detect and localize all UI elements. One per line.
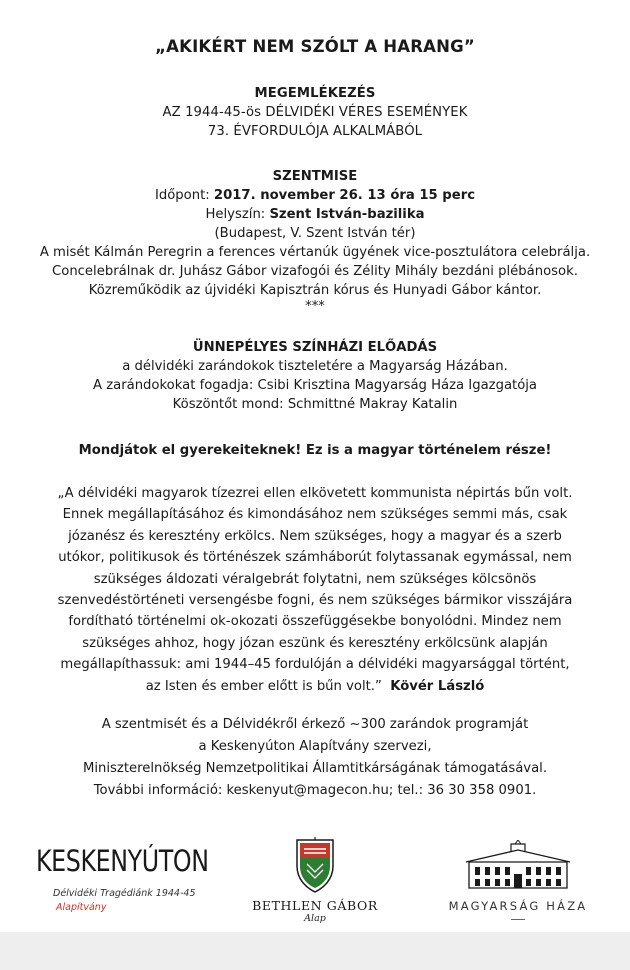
quote-line: szükséges ahhoz, hogy józan eszünk és keresztény erkölcsünk alapján bbox=[82, 635, 548, 651]
slogan: Mondjátok el gyerekeiteknek! Ez is a magyar történelem része! bbox=[78, 443, 552, 458]
quote-line: utókor, politikusok és történészek számháborút folytassanak egymással, nem bbox=[58, 550, 572, 566]
quote-line: szenvedéstörténeti versengésbe fogni, és nem szükséges bármikor visszájára bbox=[57, 593, 573, 609]
section-separator: *** bbox=[305, 299, 325, 314]
mass-place-label: Helyszín: bbox=[205, 207, 270, 222]
slogan-section bbox=[0, 441, 630, 460]
quote-line: fordítható történelmi ok-okozati összefüggésekbe bonyolódni. Mindez nem bbox=[68, 614, 562, 630]
quote-author: Kövér László bbox=[390, 678, 485, 694]
shield-icon bbox=[293, 836, 337, 894]
mass-concelebrants: Concelebrálnak dr. Juhász Gábor vizafogói és Zélity Mihály bezdáni plébánosok. bbox=[52, 264, 578, 279]
commemoration-line-2: 73. ÉVFORDULÓJA ALKALMÁBÓL bbox=[207, 124, 423, 139]
sponsor-footer bbox=[0, 820, 630, 970]
quote-line: józanész és keresztény erkölcs. Nem szükséges, hogy a magyar és a szerb bbox=[68, 528, 562, 544]
mass-address: (Budapest, V. Szent István tér) bbox=[214, 226, 416, 241]
document-title: „AKIKÉRT NEM SZÓLT A HARANG” bbox=[155, 37, 475, 56]
commemoration-heading: MEGEMLÉKEZÉS bbox=[254, 86, 376, 101]
magyarsag-haza-logo bbox=[428, 840, 608, 940]
commemoration-line-1: AZ 1944-45-ös DÉLVIDÉKI VÉRES ESEMÉNYEK bbox=[162, 105, 468, 120]
organizers-line-3: Miniszterelnökség Nemzetpolitikai Államtitkárságának támogatásával. bbox=[82, 761, 548, 776]
organizers-line-1: A szentmisét és a Délvidékről érkező ~300 zarándok programját bbox=[101, 717, 529, 732]
quote-line: megállapíthassuk: ami 1944–45 fordulóján a délvidéki magyarsággal történt, bbox=[60, 657, 570, 673]
mass-place-value: Szent István-bazilika bbox=[269, 207, 425, 222]
quote-last-line bbox=[0, 676, 630, 697]
bethlen-gabor-name: BETHLEN GÁBOR bbox=[252, 898, 378, 913]
building-icon bbox=[463, 840, 573, 892]
keskenyuton-subtitle: Délvidéki Tragédiánk 1944-45 bbox=[53, 888, 196, 899]
mass-celebrant: A misét Kálmán Peregrin a ferences vértanúk ügyének vice-posztulátora celebrálja. bbox=[39, 245, 591, 260]
commemoration-section bbox=[0, 84, 630, 141]
mass-time-label: Időpont: bbox=[154, 188, 214, 203]
mass-place bbox=[0, 205, 630, 224]
theatre-heading: ÜNNEPÉLYES SZÍNHÁZI ELŐADÁS bbox=[192, 340, 438, 355]
mass-heading: SZENTMISE bbox=[272, 169, 358, 184]
mass-time bbox=[0, 186, 630, 205]
theatre-section bbox=[0, 338, 630, 414]
theatre-line-3: Köszöntőt mond: Schmittné Makray Katalin bbox=[172, 397, 458, 412]
mass-choir: Közreműködik az újvidéki Kapisztrán kórus és Hunyadi Gábor kántor. bbox=[88, 283, 542, 298]
theatre-line-2: A zarándokokat fogadja: Csibi Krisztina Magyarság Háza Igazgatója bbox=[92, 378, 538, 393]
magyarsag-haza-name: MAGYARSÁG HÁZA bbox=[448, 899, 588, 913]
organizers-section bbox=[0, 714, 630, 802]
keskenyuton-logo bbox=[36, 844, 209, 934]
quote-line: Ennek megállapításához és kimondásához nem szükséges semmi más, csak bbox=[62, 507, 568, 523]
theatre-line-1: a délvidéki zarándokok tiszteletére a Magyarság Házában. bbox=[122, 359, 508, 374]
organizers-line-2: a Keskenyúton Alapítvány szervezi, bbox=[198, 739, 432, 754]
keskenyuton-alapitvany: Alapítvány bbox=[56, 902, 107, 913]
bethlen-gabor-logo bbox=[250, 836, 380, 941]
keskenyuton-name: KESKENYÚTON bbox=[36, 844, 209, 878]
contact-info: További információ: keskenyut@magecon.hu; tel.: 36 30 358 0901. bbox=[93, 783, 537, 798]
magyarsag-haza-divider bbox=[511, 919, 525, 920]
bethlen-gabor-alap: Alap bbox=[304, 913, 326, 924]
mass-section bbox=[0, 167, 630, 314]
quote-line: „A délvidéki magyarok tízezrei ellen elkövetett kommunista népirtás bűn volt. bbox=[57, 486, 573, 501]
quote-section bbox=[0, 483, 630, 697]
quote-line: szükséges áldozati véralgebrát folytatni, nem szükséges kölcsönös bbox=[93, 571, 537, 587]
mass-time-value: 2017. november 26. 13 óra 15 perc bbox=[213, 188, 476, 203]
quote-last-text: az Isten és ember előtt is bűn volt.” bbox=[145, 678, 382, 694]
footer-bar bbox=[0, 932, 630, 970]
